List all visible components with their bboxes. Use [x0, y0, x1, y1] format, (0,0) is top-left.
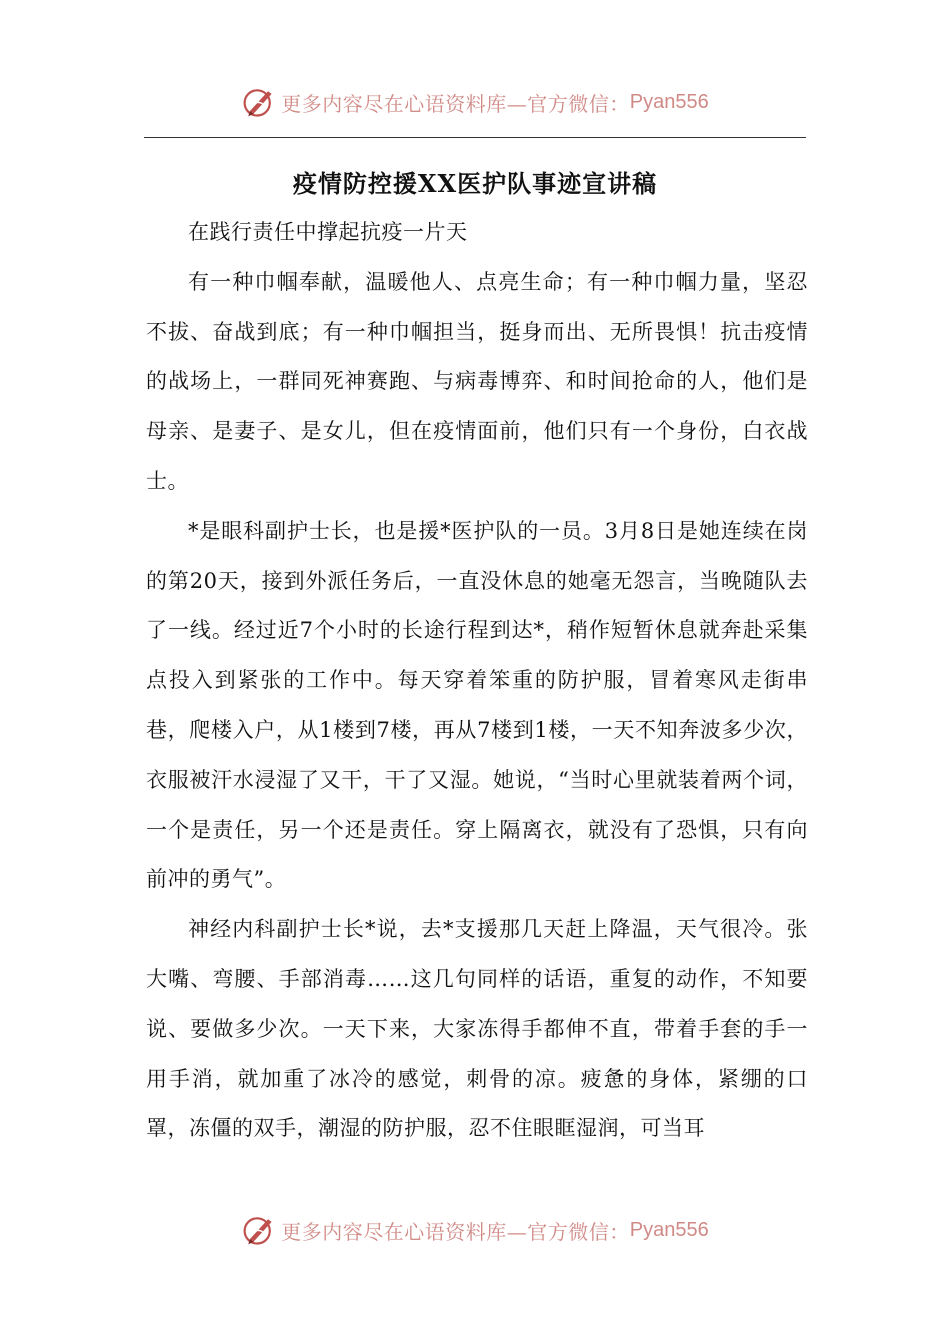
watermark-handle: Pyan556	[629, 90, 709, 113]
watermark-text: 更多内容尽在心语资料库—官方微信：	[281, 91, 630, 116]
document-body	[146, 208, 808, 1154]
header-watermark-banner	[0, 82, 950, 122]
document-title: 疫情防控援XX医护队事迹宣讲稿	[292, 169, 658, 198]
pen-logo-icon	[241, 84, 277, 120]
pen-logo-icon	[241, 1212, 277, 1248]
watermark-text: 更多内容尽在心语资料库—官方微信：	[281, 1219, 630, 1244]
subtitle-paragraph: 在践行责任中撑起抗疫一片天	[188, 220, 468, 244]
footer-watermark-banner	[0, 1210, 950, 1250]
body-paragraph-2: *是眼科副护士长，也是援*医护队的一员。3月8日是她连续在岗的第20天，接到外派任务后，一直没休息的她毫无怨言，当晚随队去了一线。经过近7个小时的长途行程到达*，稍作短暂休息就奔赴采集点投入到紧张的工作中。每天穿着笨重的防护服，冒着寒风走街串巷，爬楼入户，从1楼到7楼，再从7楼到1楼，一天不知奔波多少次，衣服被汗水浸湿了又干，干了又湿。她说，“当时心里就装着两个词，一个是责任，另一个还是责任。穿上隔离衣，就没有了恐惧，只有向前冲的勇气”。	[146, 518, 808, 892]
header-divider	[144, 137, 806, 138]
watermark-handle: Pyan556	[629, 1218, 709, 1241]
body-paragraph-1: 有一种巾帼奉献，温暖他人、点亮生命；有一种巾帼力量，坚忍不拔、奋战到底；有一种巾帼担当，挺身而出、无所畏惧！抗击疫情的战场上，一群同死神赛跑、与病毒博弈、和时间抢命的人，他们是母亲、是妻子、是女儿，但在疫情面前，他们只有一个身份，白衣战士。	[146, 269, 808, 493]
body-paragraph-3: 神经内科副护士长*说，去*支援那几天赶上降温，天气很冷。张大嘴、弯腰、手部消毒……这几句同样的话语，重复的动作，不知要说、要做多少次。一天下来，大家冻得手都伸不直，带着手套的手一用手消，就加重了冰冷的感觉，刺骨的凉。疲惫的身体，紧绷的口罩，冻僵的双手，潮湿的防护服，忍不住眼眶湿润，可当耳	[146, 917, 808, 1141]
